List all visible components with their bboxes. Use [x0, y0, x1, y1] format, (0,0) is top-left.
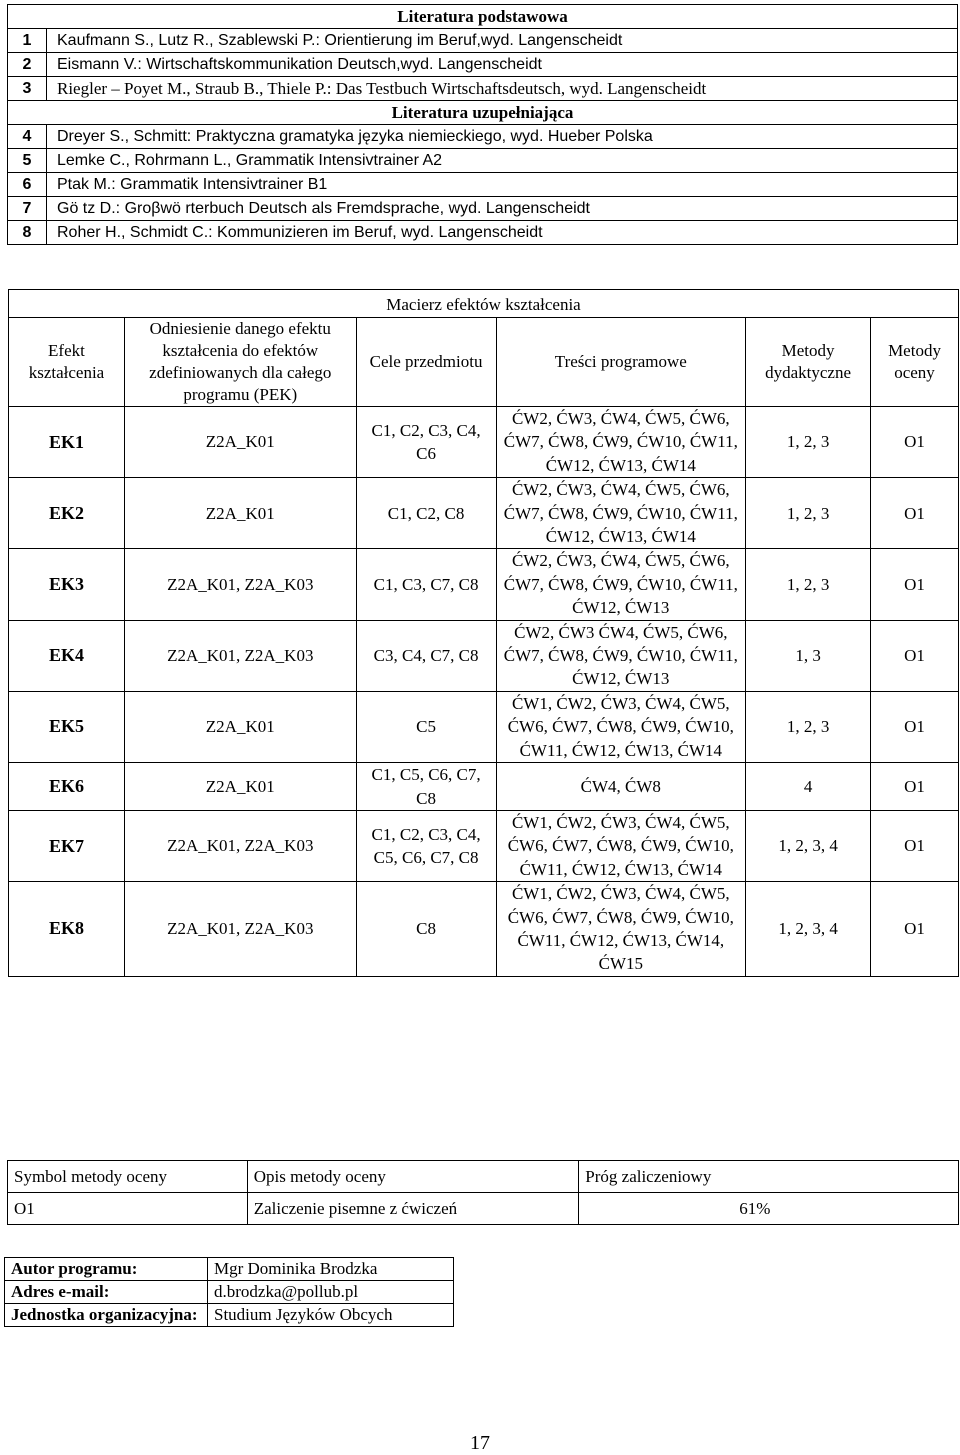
matrix-row	[9, 407, 959, 478]
literature-entry: Gö tz D.: Groβwö rterbuch Deutsch als Fremdsprache, wyd. Langenscheidt	[47, 197, 958, 221]
pek-reference: Z2A_K01	[124, 478, 356, 549]
effects-matrix-table	[8, 289, 959, 977]
matrix-row	[9, 691, 959, 762]
program-content: ĆW1, ĆW2, ĆW3, ĆW4, ĆW5, ĆW6, ĆW7, ĆW8, ĆW9, ĆW10, ĆW11, ĆW12, ĆW13, ĆW14, ĆW15	[496, 882, 746, 977]
effect-code: EK1	[9, 407, 125, 478]
matrix-title: Macierz efektów kształcenia	[9, 290, 959, 318]
teaching-methods: 1, 2, 3	[746, 478, 871, 549]
literature-number: 6	[8, 173, 47, 197]
matrix-row	[9, 549, 959, 620]
course-goals: C1, C3, C7, C8	[356, 549, 496, 620]
header-goals: Cele przedmiotu	[356, 318, 496, 407]
effect-code: EK8	[9, 882, 125, 977]
email-value[interactable]: d.brodzka@pollub.pl	[208, 1281, 454, 1304]
assessment-threshold: 61%	[579, 1193, 959, 1225]
pek-reference: Z2A_K01, Z2A_K03	[124, 620, 356, 691]
assessment-method: O1	[871, 691, 959, 762]
pek-reference: Z2A_K01	[124, 407, 356, 478]
assessment-description: Zaliczenie pisemne z ćwiczeń	[247, 1193, 579, 1225]
pek-reference: Z2A_K01	[124, 763, 356, 811]
effect-code: EK6	[9, 763, 125, 811]
assessment-header-description: Opis metody oceny	[247, 1161, 579, 1193]
literature-row	[8, 125, 958, 149]
literature-supplementary-title: Literatura uzupełniająca	[8, 101, 958, 125]
literature-basic-title: Literatura podstawowa	[8, 5, 958, 29]
literature-number: 4	[8, 125, 47, 149]
assessment-header-row	[8, 1161, 959, 1193]
course-goals: C3, C4, C7, C8	[356, 620, 496, 691]
program-content: ĆW2, ĆW3 ĆW4, ĆW5, ĆW6, ĆW7, ĆW8, ĆW9, ĆW10, ĆW11, ĆW12, ĆW13	[496, 620, 746, 691]
matrix-row	[9, 620, 959, 691]
literature-number: 1	[8, 29, 47, 53]
literature-row	[8, 77, 958, 101]
header-effect: Efekt kształcenia	[9, 318, 125, 407]
unit-label: Jednostka organizacyjna:	[5, 1304, 208, 1327]
literature-number: 2	[8, 53, 47, 77]
assessment-method: O1	[871, 620, 959, 691]
literature-basic-header-row	[8, 5, 958, 29]
pek-reference: Z2A_K01, Z2A_K03	[124, 549, 356, 620]
program-content: ĆW1, ĆW2, ĆW3, ĆW4, ĆW5, ĆW6, ĆW7, ĆW8, ĆW9, ĆW10, ĆW11, ĆW12, ĆW13, ĆW14	[496, 810, 746, 881]
pek-reference: Z2A_K01	[124, 691, 356, 762]
author-row	[5, 1258, 454, 1281]
assessment-header-symbol: Symbol metody oceny	[8, 1161, 248, 1193]
literature-entry: Lemke C., Rohrmann L., Grammatik Intensivtrainer A2	[47, 149, 958, 173]
program-content: ĆW2, ĆW3, ĆW4, ĆW5, ĆW6, ĆW7, ĆW8, ĆW9, ĆW10, ĆW11, ĆW12, ĆW13, ĆW14	[496, 407, 746, 478]
effect-code: EK3	[9, 549, 125, 620]
author-value: Mgr Dominika Brodzka	[208, 1258, 454, 1281]
teaching-methods: 1, 2, 3	[746, 549, 871, 620]
matrix-row	[9, 882, 959, 977]
literature-entry: Riegler – Poyet M., Straub B., Thiele P.: Das Testbuch Wirtschaftsdeutsch, wyd. Langenscheidt	[47, 77, 958, 101]
course-goals: C1, C5, C6, C7, C8	[356, 763, 496, 811]
unit-value: Studium Języków Obcych	[208, 1304, 454, 1327]
literature-entry: Eismann V.: Wirtschaftskommunikation Deutsch,wyd. Langenscheidt	[47, 53, 958, 77]
matrix-row	[9, 810, 959, 881]
header-pek: Odniesienie danego efektu kształcenia do efektów zdefiniowanych dla całego programu (PEK)	[124, 318, 356, 407]
teaching-methods: 1, 2, 3	[746, 407, 871, 478]
literature-number: 5	[8, 149, 47, 173]
teaching-methods: 4	[746, 763, 871, 811]
literature-row	[8, 149, 958, 173]
literature-row	[8, 29, 958, 53]
assessment-method: O1	[871, 549, 959, 620]
effect-code: EK2	[9, 478, 125, 549]
assessment-method: O1	[871, 882, 959, 977]
matrix-title-row	[9, 290, 959, 318]
unit-row	[5, 1304, 454, 1327]
program-content: ĆW2, ĆW3, ĆW4, ĆW5, ĆW6, ĆW7, ĆW8, ĆW9, ĆW10, ĆW11, ĆW12, ĆW13, ĆW14	[496, 478, 746, 549]
effect-code: EK4	[9, 620, 125, 691]
course-goals: C1, C2, C3, C4, C5, C6, C7, C8	[356, 810, 496, 881]
literature-row	[8, 173, 958, 197]
header-methods: Metody dydaktyczne	[746, 318, 871, 407]
author-label: Autor programu:	[5, 1258, 208, 1281]
literature-row	[8, 197, 958, 221]
course-goals: C1, C2, C3, C4, C6	[356, 407, 496, 478]
assessment-row	[8, 1193, 959, 1225]
page-number: 17	[470, 1432, 490, 1454]
course-goals: C1, C2, C8	[356, 478, 496, 549]
teaching-methods: 1, 2, 3, 4	[746, 882, 871, 977]
email-row	[5, 1281, 454, 1304]
matrix-row	[9, 763, 959, 811]
literature-number: 7	[8, 197, 47, 221]
literature-entry: Ptak M.: Grammatik Intensivtrainer B1	[47, 173, 958, 197]
teaching-methods: 1, 2, 3, 4	[746, 810, 871, 881]
effect-code: EK5	[9, 691, 125, 762]
assessment-method: O1	[871, 763, 959, 811]
assessment-header-threshold: Próg zaliczeniowy	[579, 1161, 959, 1193]
effect-code: EK7	[9, 810, 125, 881]
author-table	[4, 1257, 454, 1327]
assessment-method: O1	[871, 407, 959, 478]
teaching-methods: 1, 2, 3	[746, 691, 871, 762]
literature-entry: Kaufmann S., Lutz R., Szablewski P.: Orientierung im Beruf,wyd. Langenscheidt	[47, 29, 958, 53]
literature-number: 3	[8, 77, 47, 101]
literature-row	[8, 221, 958, 245]
program-content: ĆW4, ĆW8	[496, 763, 746, 811]
assessment-method: O1	[871, 810, 959, 881]
course-goals: C8	[356, 882, 496, 977]
literature-entry: Roher H., Schmidt C.: Kommunizieren im Beruf, wyd. Langenscheidt	[47, 221, 958, 245]
header-content: Treści programowe	[496, 318, 746, 407]
literature-entry: Dreyer S., Schmitt: Praktyczna gramatyka języka niemieckiego, wyd. Hueber Polska	[47, 125, 958, 149]
literature-row	[8, 53, 958, 77]
program-content: ĆW2, ĆW3, ĆW4, ĆW5, ĆW6, ĆW7, ĆW8, ĆW9, ĆW10, ĆW11, ĆW12, ĆW13	[496, 549, 746, 620]
email-label: Adres e-mail:	[5, 1281, 208, 1304]
pek-reference: Z2A_K01, Z2A_K03	[124, 810, 356, 881]
matrix-header-row	[9, 318, 959, 407]
teaching-methods: 1, 3	[746, 620, 871, 691]
header-assessment: Metody oceny	[871, 318, 959, 407]
program-content: ĆW1, ĆW2, ĆW3, ĆW4, ĆW5, ĆW6, ĆW7, ĆW8, ĆW9, ĆW10, ĆW11, ĆW12, ĆW13, ĆW14	[496, 691, 746, 762]
literature-table	[7, 4, 958, 245]
literature-number: 8	[8, 221, 47, 245]
matrix-row	[9, 478, 959, 549]
course-goals: C5	[356, 691, 496, 762]
assessment-method: O1	[871, 478, 959, 549]
assessment-table	[7, 1160, 959, 1225]
literature-supplementary-header-row	[8, 101, 958, 125]
assessment-symbol: O1	[8, 1193, 248, 1225]
pek-reference: Z2A_K01, Z2A_K03	[124, 882, 356, 977]
